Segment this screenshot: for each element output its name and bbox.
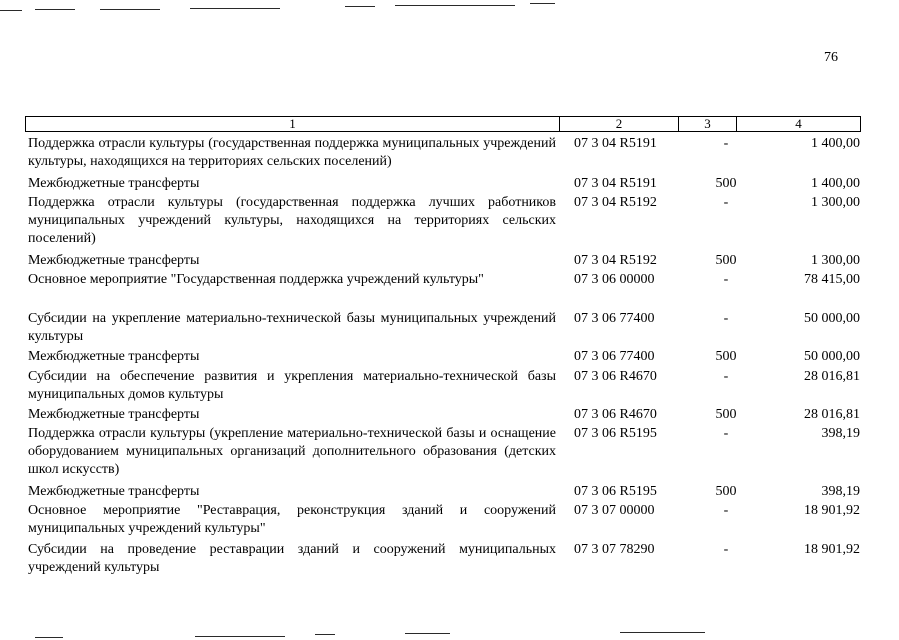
row-name: Межбюджетные трансферты — [28, 407, 200, 422]
row-sum: 78 415,00 — [804, 272, 860, 287]
row-name: Межбюджетные трансферты — [28, 176, 200, 191]
row-code: 07 3 04 R5191 — [574, 136, 657, 151]
scan-artifact — [530, 3, 555, 4]
scan-artifact — [0, 10, 22, 11]
row-type: - — [723, 195, 729, 210]
table-row — [28, 271, 860, 289]
table-row — [28, 194, 860, 248]
scan-artifact — [35, 9, 75, 10]
scan-artifact — [35, 637, 63, 638]
row-name: Основное мероприятие "Государственная поддержка учреждений культуры" — [28, 272, 484, 287]
scan-artifact — [190, 8, 280, 9]
row-sum: 1 300,00 — [811, 253, 860, 268]
row-name: Субсидии на обеспечение развития и укрепления материально-технической базы муниципальных домов культуры — [28, 369, 556, 402]
row-name: Межбюджетные трансферты — [28, 484, 200, 499]
row-code: 07 3 06 77400 — [574, 349, 655, 364]
row-code: 07 3 04 R5191 — [574, 176, 657, 191]
row-type: 500 — [715, 349, 737, 364]
table-row — [28, 348, 860, 366]
scan-artifact — [315, 634, 335, 635]
scan-artifact — [395, 5, 515, 6]
row-sum: 50 000,00 — [804, 349, 860, 364]
row-name: Основное мероприятие "Реставрация, реконструкция зданий и сооружений муниципальных учреждений культуры" — [28, 503, 556, 536]
row-sum: 18 901,92 — [804, 503, 860, 518]
row-type: 500 — [715, 484, 737, 499]
table-row — [28, 310, 860, 346]
row-code: 07 3 04 R5192 — [574, 195, 657, 210]
row-name: Субсидии на проведение реставрации зданий и сооружений муниципальных учреждений культуры — [28, 542, 556, 575]
header-col-2: 2 — [560, 117, 679, 131]
row-type: - — [723, 369, 729, 384]
table-row — [28, 502, 860, 538]
scan-artifact — [100, 9, 160, 10]
row-code: 07 3 06 77400 — [574, 311, 655, 326]
row-type: - — [723, 272, 729, 287]
row-name: Субсидии на укрепление материально-технической базы муниципальных учреждений культуры — [28, 311, 556, 344]
table-row — [28, 135, 860, 171]
row-type: 500 — [715, 407, 737, 422]
row-sum: 28 016,81 — [804, 369, 860, 384]
table-row — [28, 541, 860, 577]
row-code: 07 3 07 00000 — [574, 503, 655, 518]
table-row — [28, 425, 860, 479]
row-name: Поддержка отрасли культуры (государственная поддержка муниципальных учреждений культуры, находящихся на территориях сельских поселений) — [28, 136, 556, 169]
row-type: - — [723, 136, 729, 151]
row-type: - — [723, 503, 729, 518]
row-sum: 18 901,92 — [804, 542, 860, 557]
row-code: 07 3 07 78290 — [574, 542, 655, 557]
table-row — [28, 368, 860, 404]
row-sum: 398,19 — [821, 484, 860, 499]
scan-artifact — [195, 636, 285, 637]
row-type: 500 — [715, 253, 737, 268]
row-name: Межбюджетные трансферты — [28, 349, 200, 364]
table-row — [28, 175, 860, 193]
header-col-4: 4 — [795, 116, 802, 131]
table-row — [28, 483, 860, 501]
row-type: 500 — [715, 176, 737, 191]
row-type: - — [723, 311, 729, 326]
row-sum: 398,19 — [821, 426, 860, 441]
table-header — [25, 116, 861, 132]
row-sum: 1 400,00 — [811, 136, 860, 151]
page-number: 76 — [824, 50, 838, 65]
row-name: Поддержка отрасли культуры (укрепление материально-технической базы и оснащение оборудованием муниципальных организаций дополнительного образования (детских школ искусств) — [28, 426, 556, 477]
row-name: Межбюджетные трансферты — [28, 253, 200, 268]
row-sum: 28 016,81 — [804, 407, 860, 422]
row-code: 07 3 06 R4670 — [574, 369, 657, 384]
scan-artifact — [405, 633, 450, 634]
row-code: 07 3 04 R5192 — [574, 253, 657, 268]
scan-artifact — [345, 6, 375, 7]
row-type: - — [723, 426, 729, 441]
row-code: 07 3 06 R5195 — [574, 484, 657, 499]
row-code: 07 3 06 R4670 — [574, 407, 657, 422]
row-sum: 1 400,00 — [811, 176, 860, 191]
header-col-3: 3 — [679, 117, 737, 131]
row-type: - — [723, 542, 729, 557]
scan-artifact — [620, 632, 705, 633]
table-row — [28, 252, 860, 270]
row-sum: 50 000,00 — [804, 311, 860, 326]
row-sum: 1 300,00 — [811, 195, 860, 210]
row-code: 07 3 06 00000 — [574, 272, 655, 287]
header-col-1: 1 — [26, 117, 560, 131]
row-name: Поддержка отрасли культуры (государственная поддержка лучших работников муниципальных учреждений культуры, находящихся на территориях сельских поселений) — [28, 195, 556, 246]
table-row — [28, 406, 860, 424]
row-code: 07 3 06 R5195 — [574, 426, 657, 441]
